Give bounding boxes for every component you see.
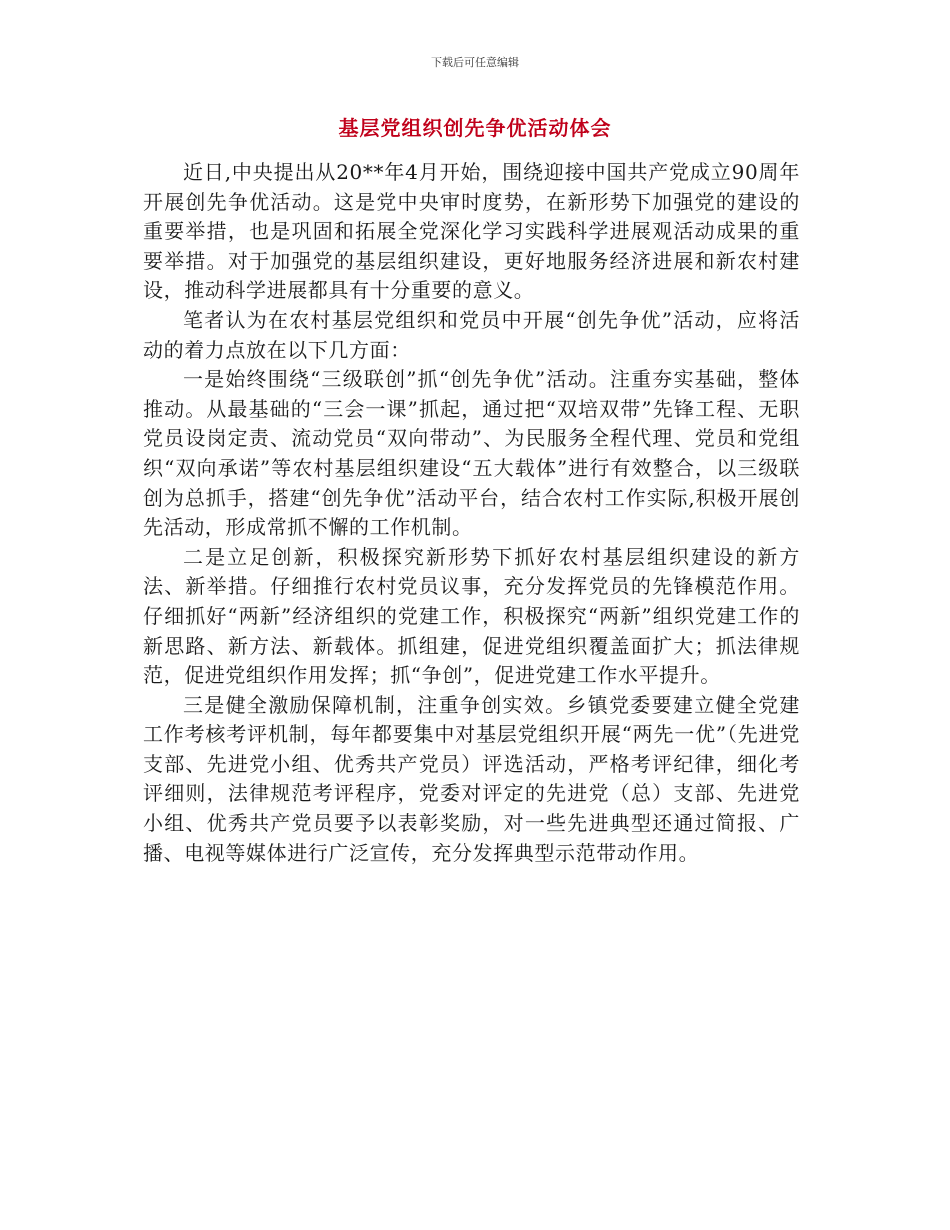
paragraph-4: 二是立足创新，积极探究新形势下抓好农村基层组织建设的新方法、新举措。仔细推行农村党员议事，充分发挥党员的先锋模范作用。仔细抓好“两新”经济组织的党建工作，积极探究“两新”组织党建工作的新思路、新方法、新载体。抓组建，促进党组织覆盖面扩大；抓法律规范，促进党组织作用发挥；抓“争创”，促进党建工作水平提升。 xyxy=(143,544,800,688)
header-note: 下载后可任意编辑 xyxy=(431,56,519,69)
paragraph-3: 一是始终围绕“三级联创”抓“创先争优”活动。注重夯实基础，整体推动。从最基础的“三会一课”抓起，通过把“双培双带”先锋工程、无职党员设岗定责、流动党员“双向带动”、为民服务全程代理、党员和党组织“双向承诺”等农村基层组织建设“五大载体”进行有效整合，以三级联创为总抓手，搭建“创先争优”活动平台，结合农村工作实际,积极开展创先活动，形成常抓不懈的工作机制。 xyxy=(143,367,800,540)
document-title: 基层党组织创先争优活动体会 xyxy=(338,116,612,140)
paragraph-2: 笔者认为在农村基层党组织和党员中开展“创先争优”活动，应将活动的着力点放在以下几方面： xyxy=(143,307,800,362)
paragraph-5: 三是健全激励保障机制，注重争创实效。乡镇党委要建立健全党建工作考核考评机制，每年都要集中对基层党组织开展“两先一优”（先进党支部、先进党小组、优秀共产党员）评选活动，严格考评纪律，细化考评细则，法律规范考评程序，党委对评定的先进党（总）支部、先进党小组、优秀共产党员要予以表彰奖励，对一些先进典型还通过简报、广播、电视等媒体进行广泛宣传，充分发挥典型示范带动作用。 xyxy=(143,692,800,865)
paragraph-1: 近日,中央提出从20**年4月开始，围绕迎接中国共产党成立90周年开展创先争优活动。这是党中央审时度势，在新形势下加强党的建设的重要举措，也是巩固和拓展全党深化学习实践科学进展观活动成果的重要举措。对于加强党的基层组织建设，更好地服务经济进展和新农村建设，推动科学进展都具有十分重要的意义。 xyxy=(143,160,800,303)
document-body xyxy=(143,158,800,868)
